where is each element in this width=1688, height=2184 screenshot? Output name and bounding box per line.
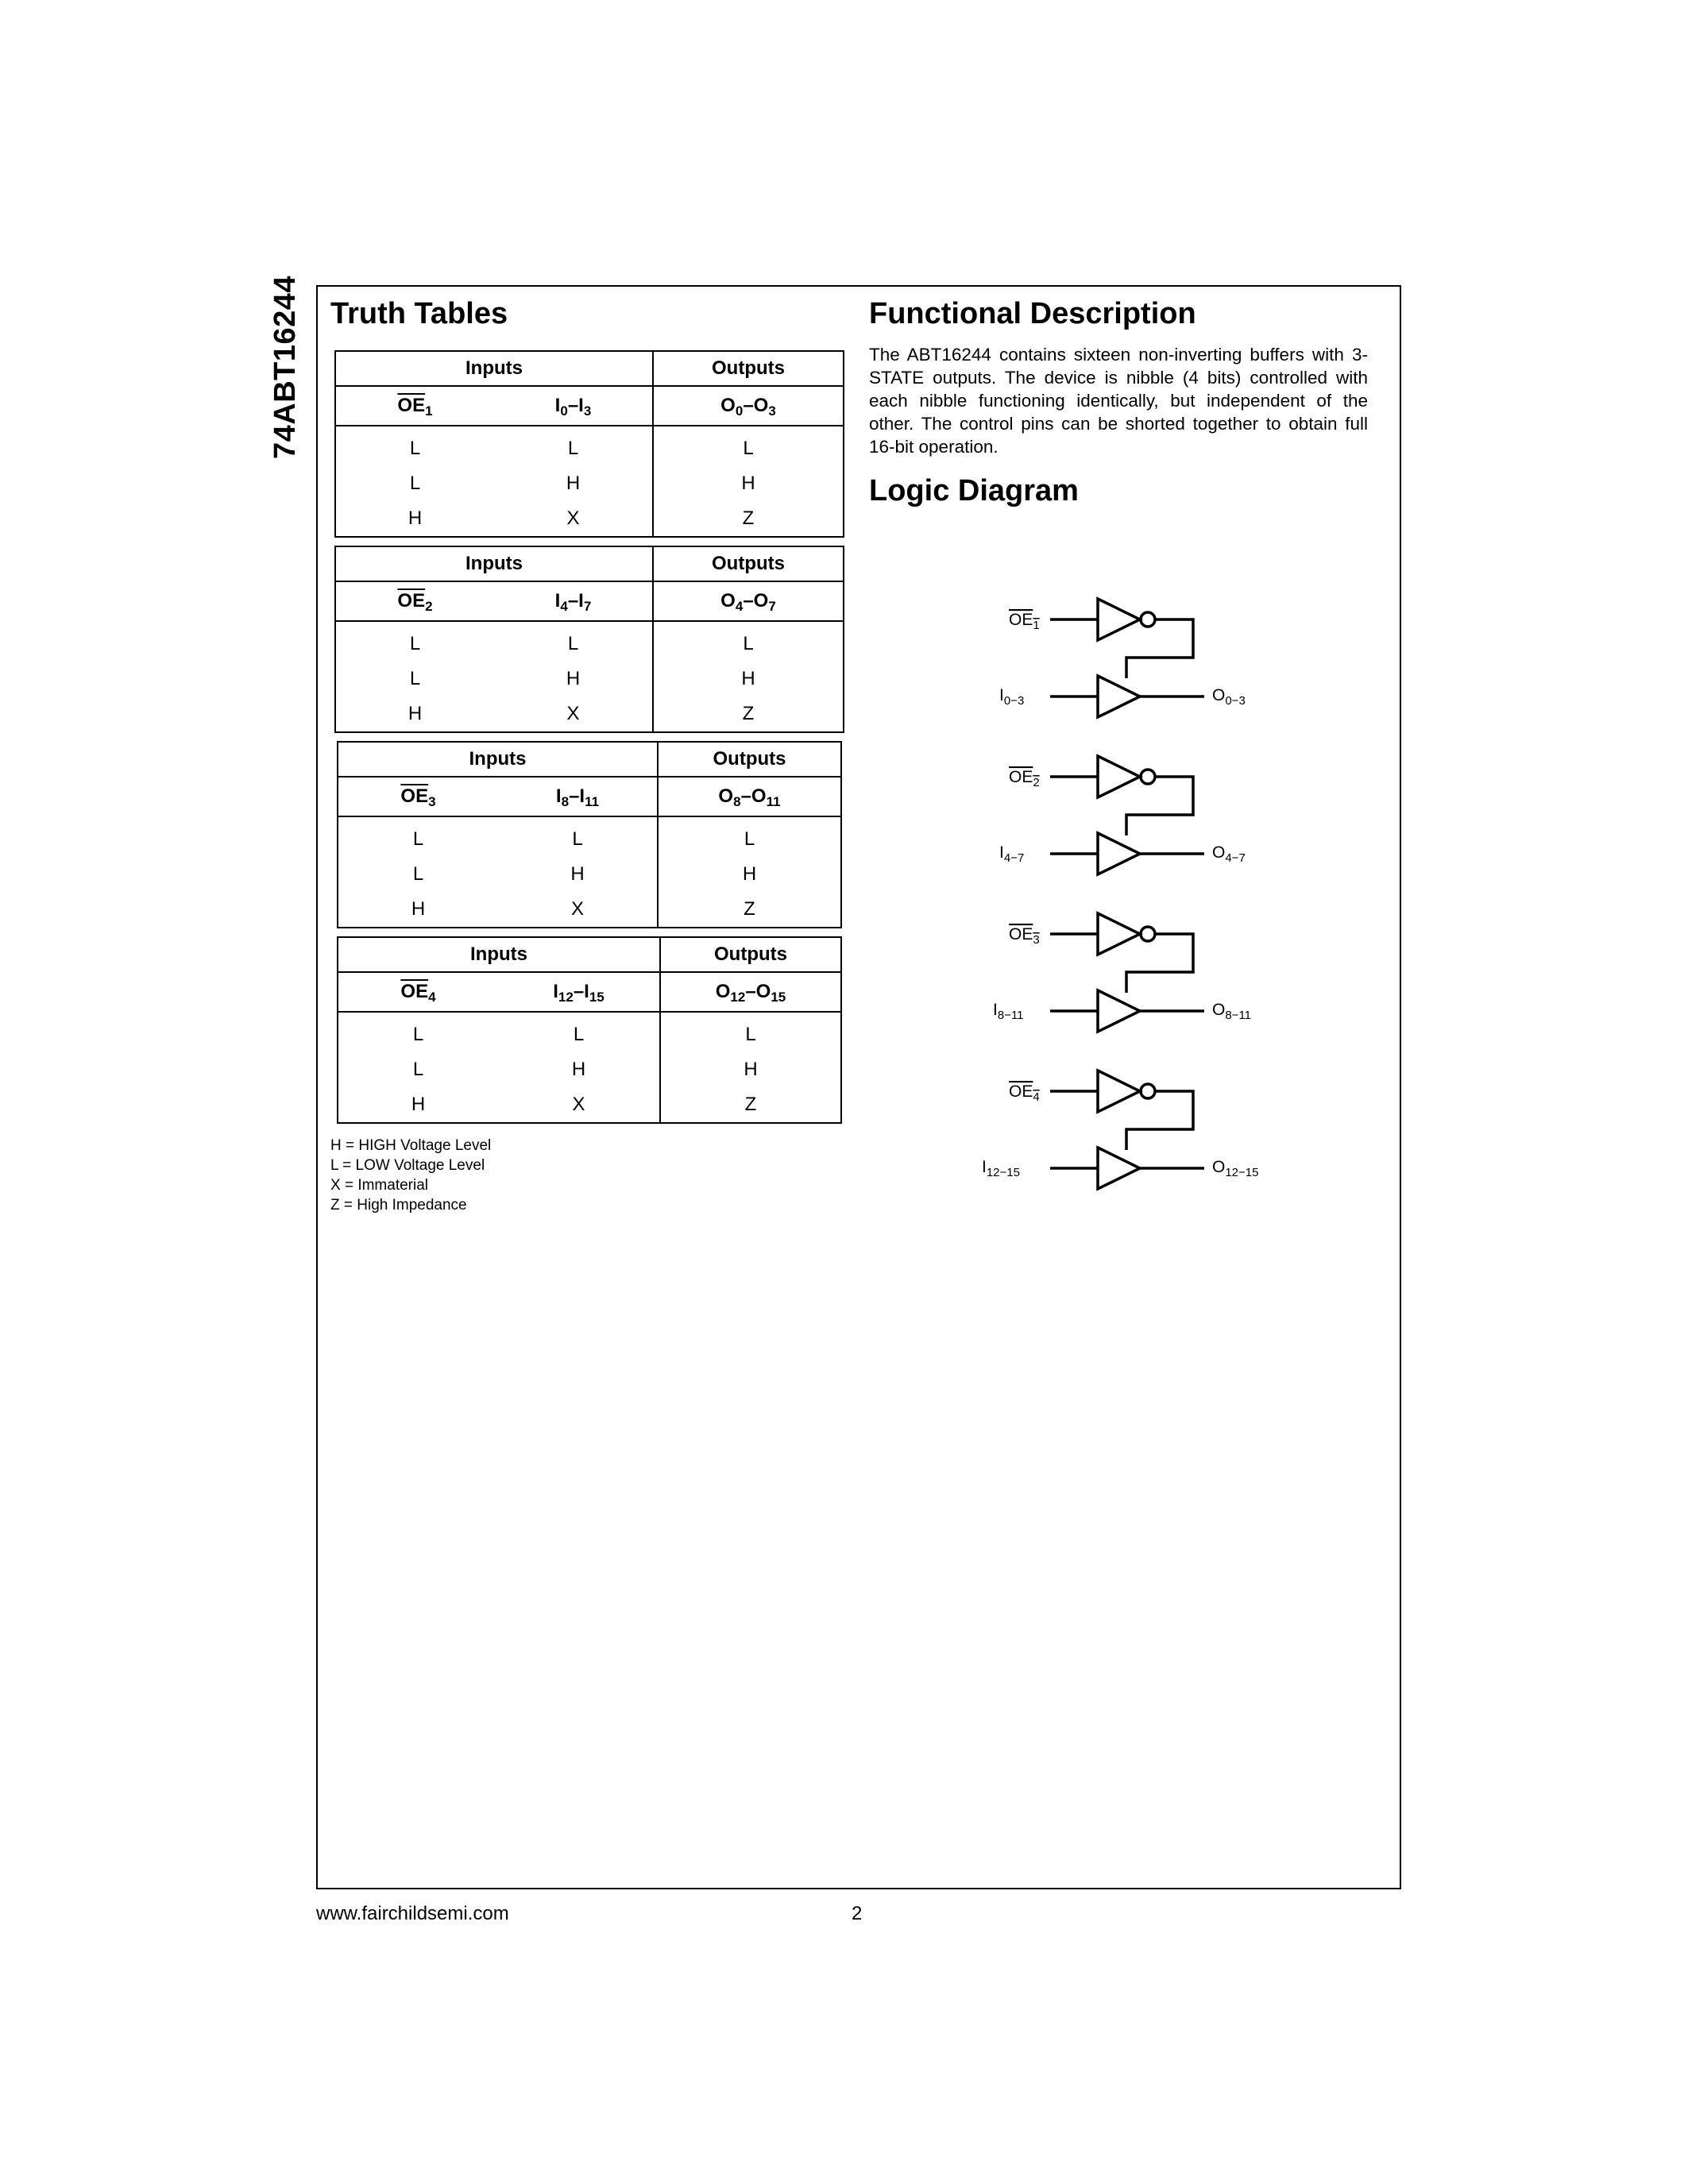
output-label: $O_{8-11}$ — [1212, 1001, 1252, 1022]
cell: L — [409, 633, 421, 654]
inverter-triangle — [1098, 913, 1140, 955]
output-column-header: $O_0-O_3$ — [653, 386, 844, 426]
cell: H — [571, 1059, 586, 1080]
table-row — [335, 621, 844, 662]
legend-item: L = LOW Voltage Level — [330, 1157, 485, 1174]
outputs-header: Outputs — [660, 937, 841, 972]
logic-group-3 — [993, 913, 1251, 1032]
input-label: $I_{8-11}$ — [993, 1001, 1024, 1022]
truth-table — [334, 546, 844, 733]
cell: H — [658, 857, 841, 892]
cell: L — [658, 816, 841, 857]
output-label: $O_{4-7}$ — [1212, 843, 1246, 865]
cell: L — [409, 473, 421, 494]
cell: Z — [653, 696, 844, 732]
input-label: $I_{4-7}$ — [999, 843, 1025, 865]
cell: L — [573, 1024, 585, 1045]
inputs-header: Inputs — [338, 937, 660, 972]
truth-table — [337, 936, 842, 1124]
cell: L — [412, 1024, 424, 1045]
logic-diagram — [977, 588, 1311, 1207]
table-row — [335, 501, 844, 537]
oe-label: $OE_2$ — [1009, 768, 1040, 789]
cell: L — [567, 438, 579, 459]
cell: H — [660, 1052, 841, 1087]
table-row — [335, 466, 844, 501]
inverter-triangle — [1098, 1071, 1140, 1112]
enable-wire — [1126, 619, 1193, 678]
table-row — [335, 426, 844, 466]
table-row — [335, 662, 844, 696]
table-row — [338, 892, 841, 928]
oe-column-header: $\overline{OE}_4$ — [338, 972, 498, 1012]
oe-column-header: $\overline{OE}_2$ — [335, 581, 494, 621]
cell: L — [653, 621, 844, 662]
input-column-header: $I_8-I_{11}$ — [498, 777, 658, 816]
output-label: $O_{0-3}$ — [1212, 686, 1246, 708]
cell: X — [566, 507, 580, 529]
cell: L — [409, 438, 421, 459]
legend-item: X = Immaterial — [330, 1177, 429, 1194]
inputs-header: Inputs — [338, 742, 658, 777]
inputs-header: Inputs — [335, 546, 653, 581]
oe-label: $OE_1$ — [1009, 611, 1040, 632]
input-column-header: $I_{12}-I_{15}$ — [498, 972, 660, 1012]
functional-description-heading: Functional Description — [869, 297, 1196, 330]
cell: L — [567, 633, 579, 654]
cell: H — [566, 473, 581, 494]
cell: Z — [653, 501, 844, 537]
enable-wire — [1126, 934, 1193, 993]
logic-group-4 — [982, 1071, 1258, 1189]
cell: H — [408, 703, 423, 724]
truth-table-legend — [330, 1136, 491, 1215]
cell: H — [653, 662, 844, 696]
truth-table — [334, 350, 844, 538]
cell: Z — [658, 892, 841, 928]
output-column-header: $O_4-O_7$ — [653, 581, 844, 621]
cell: L — [660, 1012, 841, 1052]
enable-wire — [1126, 777, 1193, 835]
buffer-triangle — [1098, 1148, 1140, 1189]
input-column-header: $I_4-I_7$ — [494, 581, 653, 621]
oe-column-header: $\overline{OE}_1$ — [335, 386, 494, 426]
oe-column-header: $\overline{OE}_3$ — [338, 777, 498, 816]
oe-label: $OE_3$ — [1009, 925, 1040, 947]
outputs-header: Outputs — [653, 351, 844, 386]
inputs-header: Inputs — [335, 351, 653, 386]
input-label: $I_{12-15}$ — [982, 1158, 1020, 1179]
cell: H — [566, 668, 581, 689]
cell: L — [412, 863, 424, 885]
table-row — [338, 1012, 841, 1052]
buffer-triangle — [1098, 990, 1140, 1032]
cell: X — [572, 1094, 585, 1115]
table-row — [338, 816, 841, 857]
cell: H — [653, 466, 844, 501]
table-row — [338, 1052, 841, 1087]
cell: X — [566, 703, 580, 724]
table-row — [338, 1087, 841, 1123]
cell: H — [411, 898, 426, 920]
truth-table — [337, 741, 842, 928]
cell: L — [412, 1059, 424, 1080]
buffer-triangle — [1098, 676, 1140, 717]
cell: L — [409, 668, 421, 689]
footer-url[interactable]: www.fairchildsemi.com — [316, 1903, 509, 1924]
cell: H — [411, 1094, 426, 1115]
cell: Z — [660, 1087, 841, 1123]
oe-label: $OE_4$ — [1009, 1082, 1040, 1104]
cell: H — [570, 863, 585, 885]
table-row — [335, 696, 844, 732]
page-number: 2 — [852, 1903, 863, 1924]
cell: H — [408, 507, 423, 529]
output-column-header: $O_{12}-O_{15}$ — [660, 972, 841, 1012]
logic-group-1 — [999, 599, 1246, 717]
legend-item: Z = High Impedance — [330, 1197, 467, 1214]
side-title: 74ABT16244 — [268, 275, 302, 459]
functional-description-text: The ABT16244 contains sixteen non-inverting buffers with 3-STATE outputs. The device is nibble (4 bits) controlled with each nibble functioning identically, but independent of the other. The control pins can be shorted together to obtain full 16-bit operation. — [869, 345, 1368, 457]
cell: L — [653, 426, 844, 466]
enable-wire — [1126, 1091, 1193, 1150]
input-label: $I_{0-3}$ — [999, 686, 1025, 708]
cell: X — [570, 898, 584, 920]
logic-group-2 — [999, 756, 1246, 874]
outputs-header: Outputs — [653, 546, 844, 581]
inverter-triangle — [1098, 599, 1140, 640]
cell: L — [572, 828, 583, 850]
table-row — [338, 857, 841, 892]
outputs-header: Outputs — [658, 742, 841, 777]
buffer-triangle — [1098, 833, 1140, 874]
inverter-triangle — [1098, 756, 1140, 797]
cell: L — [412, 828, 424, 850]
input-column-header: $I_0-I_3$ — [494, 386, 653, 426]
truth-tables-heading: Truth Tables — [330, 297, 508, 330]
legend-item: H = HIGH Voltage Level — [330, 1137, 492, 1154]
logic-diagram-heading: Logic Diagram — [869, 474, 1079, 507]
output-column-header: $O_8-O_{11}$ — [658, 777, 841, 816]
output-label: $O_{12-15}$ — [1212, 1158, 1259, 1179]
